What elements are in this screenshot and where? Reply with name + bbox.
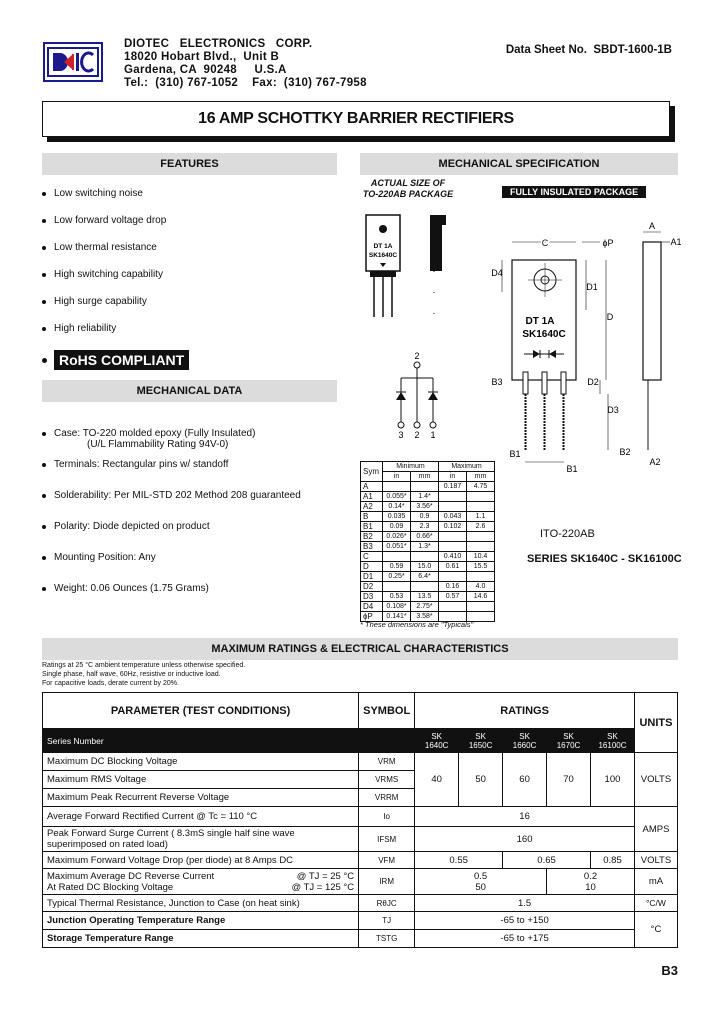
rohs-badge: RoHS COMPLIANT (54, 350, 189, 370)
company-address-1: 18020 Hobart Blvd., Unit B (124, 51, 280, 63)
company-address-2: Gardena, CA 90248 U.S.A (124, 64, 287, 76)
dim-value-cell (439, 531, 467, 541)
rating-value: 70 (547, 753, 591, 807)
series-number-label: Series Number (43, 729, 359, 753)
table-row (361, 491, 495, 501)
unit-cell: °C/W (634, 895, 677, 912)
col-header-parameter: PARAMETER (TEST CONDITIONS) (43, 693, 359, 729)
symbol-cell: VRM (359, 753, 415, 771)
symbol-cell: Io (359, 807, 415, 827)
dim-value-cell: 0.53 (383, 591, 411, 601)
dim-value-cell: 0.108* (383, 601, 411, 611)
table-row (361, 601, 495, 611)
mech-item-text: Terminals: Rectangular pins w/ standoff (54, 459, 229, 470)
bullet-icon (42, 494, 46, 498)
dim-value-cell: 15.5 (467, 561, 495, 571)
list-item (42, 315, 332, 342)
dim-header-mm: mm (467, 471, 495, 481)
table-row (361, 481, 495, 491)
symbol-cell: VRMS (359, 771, 415, 789)
page-label: B3 (661, 963, 678, 978)
dim-value-cell (411, 481, 439, 491)
schematic-diagram (388, 350, 448, 440)
rating-value: -65 to +175 (415, 930, 635, 948)
dim-value-cell (411, 581, 439, 591)
dim-value-cell (467, 531, 495, 541)
dim-value-cell: 0.66* (411, 531, 439, 541)
unit-cell: mA (634, 869, 677, 895)
param-label: Junction Operating Temperature Range (43, 912, 359, 930)
rating-value (415, 869, 547, 895)
table-row (361, 551, 495, 561)
rating-value: 50 (459, 753, 503, 807)
diotec-logo-graphic (45, 44, 101, 80)
dim-value-cell (467, 541, 495, 551)
big-pkg-text-1: DT 1A (525, 316, 555, 327)
dim-value-cell: 13.5 (411, 591, 439, 601)
param-label (43, 869, 359, 895)
series-number: 1670C (556, 740, 581, 750)
table-row (43, 827, 678, 852)
pin-label-3: 3 (398, 430, 404, 440)
dim-value-cell: 2.3 (411, 521, 439, 531)
company-info (124, 38, 367, 90)
dim-label-c: C (541, 238, 549, 248)
bullet-icon (42, 432, 46, 436)
table-row (43, 930, 678, 948)
dimension-table (360, 461, 495, 622)
dim-value-cell: 4.75 (467, 481, 495, 491)
dim-label-d2: D2 (587, 377, 599, 387)
list-item (42, 180, 332, 207)
series-cell (415, 729, 459, 753)
unit-cell: °C (634, 912, 677, 948)
rating-value: 60 (503, 753, 547, 807)
bullet-icon (42, 463, 46, 467)
dim-value-cell: 0.410 (439, 551, 467, 561)
actual-size-label (362, 178, 454, 200)
mechanical-data-heading (42, 380, 337, 402)
rating-value: 1.5 (415, 895, 635, 912)
mechanical-data-heading-text: MECHANICAL DATA (136, 385, 243, 397)
dimension-table-body (361, 481, 495, 621)
actual-size-line: TO-220AB PACKAGE (362, 189, 454, 199)
table-row (361, 501, 495, 511)
mech-item-line: Case: TO-220 molded epoxy (Fully Insulated) (54, 428, 256, 439)
dim-symbol-cell: B3 (361, 541, 383, 551)
series-prefix: SK (607, 731, 618, 741)
symbol-cell: RθJC (359, 895, 415, 912)
dim-value-cell (383, 481, 411, 491)
ratings-heading (42, 638, 678, 660)
table-row (361, 541, 495, 551)
col-header-units: UNITS (634, 693, 677, 753)
dim-symbol-cell: D (361, 561, 383, 571)
param-line (47, 882, 354, 893)
dim-value-cell: 4.0 (467, 581, 495, 591)
list-item (42, 207, 332, 234)
table-row (43, 693, 678, 729)
dim-label-p: ɸP (602, 238, 614, 248)
pin-label-2: 2 (414, 430, 420, 440)
dim-label-b3: B3 (491, 377, 503, 387)
bullet-icon (42, 556, 46, 560)
param-label: Storage Temperature Range (43, 930, 359, 948)
dim-label-d: D (606, 312, 614, 322)
param-label: Typical Thermal Resistance, Junction to Case (on heat sink) (43, 895, 359, 912)
param-line: superimposed on rated load) (47, 839, 168, 850)
symbol-cell: VRRM (359, 789, 415, 807)
dim-header-sym: Sym (361, 462, 383, 482)
feature-text: High surge capability (54, 296, 147, 307)
series-cell (547, 729, 591, 753)
table-row (43, 912, 678, 930)
dim-value-cell: 0.043 (439, 511, 467, 521)
rating-value: 160 (415, 827, 635, 852)
param-label (43, 827, 359, 852)
dim-value-cell (467, 571, 495, 581)
dim-header-in: in (439, 471, 467, 481)
table-row (361, 511, 495, 521)
rating-line: 0.5 (474, 870, 488, 882)
actual-size-line: ACTUAL SIZE OF (370, 178, 446, 188)
ratings-note-line: Ratings at 25 °C ambient temperature unless otherwise specified. (42, 662, 246, 669)
dim-label-b2: B2 (619, 447, 631, 457)
mech-item-text: Mounting Position: Any (54, 552, 156, 563)
param-label: Maximum Peak Recurrent Reverse Voltage (43, 789, 359, 807)
param-label: Maximum DC Blocking Voltage (43, 753, 359, 771)
dim-value-cell: 2.75* (411, 601, 439, 611)
dim-value-cell: 0.61 (439, 561, 467, 571)
small-pkg-text-1: DT 1A (373, 243, 393, 250)
param-text: At Rated DC Blocking Voltage (47, 881, 174, 893)
dim-header-in: in (383, 471, 411, 481)
dim-value-cell: 0.25* (383, 571, 411, 581)
small-pkg-text-2: SK1640C (368, 252, 398, 259)
param-condition: @ TJ = 125 °C (291, 881, 355, 893)
company-name: DIOTEC ELECTRONICS CORP. (124, 38, 313, 50)
dim-label-d1: D1 (586, 282, 598, 292)
dim-value-cell: 0.035 (383, 511, 411, 521)
dim-value-cell: 0.051* (383, 541, 411, 551)
dim-value-cell (439, 541, 467, 551)
rating-line: 10 (585, 881, 596, 893)
dim-label-b1: B1 (509, 449, 521, 459)
dim-value-cell (383, 551, 411, 561)
param-label: Average Forward Rectified Current @ Tc = 110 °C (43, 807, 359, 827)
param-line: Peak Forward Surge Current ( 8.3mS single half sine wave (47, 828, 295, 839)
pin-label-top: 2 (414, 351, 420, 361)
table-row (361, 521, 495, 531)
bullet-icon (42, 358, 47, 363)
series-prefix: SK (563, 731, 574, 741)
dim-value-cell: 14.6 (467, 591, 495, 601)
list-item (42, 234, 332, 261)
rating-value: 40 (415, 753, 459, 807)
table-row (361, 571, 495, 581)
series-number: 1640C (424, 740, 449, 750)
table-row (43, 895, 678, 912)
company-logo (43, 42, 103, 82)
dim-symbol-cell: C (361, 551, 383, 561)
param-label: Maximum Forward Voltage Drop (per diode) at 8 Amps DC (43, 852, 359, 869)
dim-label-b1b: B1 (566, 464, 578, 474)
insulated-badge: FULLY INSULATED PACKAGE (502, 186, 646, 198)
list-item (42, 552, 342, 583)
features-list (42, 180, 332, 342)
unit-cell: AMPS (634, 807, 677, 852)
ratings-table (42, 692, 678, 948)
bullet-icon (42, 246, 46, 250)
package-dimension-drawing (488, 212, 688, 477)
symbol-cell: IRM (359, 869, 415, 895)
mech-item-line: (U/L Flammability Rating 94V-0) (87, 439, 229, 450)
dim-symbol-cell: D1 (361, 571, 383, 581)
package-name: ITO-220AB (540, 528, 595, 540)
dim-value-cell (439, 571, 467, 581)
symbol-cell: VFM (359, 852, 415, 869)
rohs-row (42, 350, 189, 370)
table-row (43, 729, 678, 753)
table-row (43, 852, 678, 869)
dim-symbol-cell: B (361, 511, 383, 521)
dim-value-cell: 0.9 (411, 511, 439, 521)
param-text: Maximum Average DC Reverse Current (47, 870, 215, 882)
dim-value-cell (439, 491, 467, 501)
feature-text: Low forward voltage drop (54, 215, 167, 226)
series-number: 1650C (468, 740, 493, 750)
rating-line: 50 (475, 881, 486, 893)
rating-value: 0.85 (591, 852, 635, 869)
series-range: SERIES SK1640C - SK16100C (527, 553, 682, 565)
list-item (42, 490, 342, 521)
dim-value-cell: 1.4* (411, 491, 439, 501)
table-row (43, 869, 678, 895)
bullet-icon (42, 300, 46, 304)
table-row (361, 531, 495, 541)
dim-symbol-cell: ɸP (361, 611, 383, 621)
ratings-note-line: Single phase, half wave, 60Hz, resistive or inductive load. (42, 671, 221, 678)
series-prefix: SK (519, 731, 530, 741)
symbol-cell: TJ (359, 912, 415, 930)
dim-value-cell: 10.4 (467, 551, 495, 561)
list-item (42, 459, 342, 490)
dim-label-d3: D3 (607, 405, 619, 415)
series-cell (591, 729, 635, 753)
dim-header-mm: mm (411, 471, 439, 481)
mech-item-text (54, 428, 255, 450)
list-item (42, 261, 332, 288)
dim-symbol-cell: A1 (361, 491, 383, 501)
mechanical-data-list (42, 428, 342, 614)
dim-value-cell: 15.0 (411, 561, 439, 571)
dim-symbol-cell: D4 (361, 601, 383, 611)
datasheet-number: Data Sheet No. SBDT-1600-1B (505, 44, 672, 56)
col-header-ratings: RATINGS (415, 693, 635, 729)
dim-value-cell: 0.16 (439, 581, 467, 591)
dim-symbol-cell: A2 (361, 501, 383, 511)
table-row (361, 591, 495, 601)
dim-value-cell (467, 491, 495, 501)
dim-value-cell: 1.3* (411, 541, 439, 551)
series-prefix: SK (431, 731, 442, 741)
actual-size-package-drawing (360, 205, 460, 335)
series-symbol-cell (359, 729, 415, 753)
list-item (42, 288, 332, 315)
features-heading-text: FEATURES (160, 158, 219, 170)
table-row (361, 561, 495, 571)
bullet-icon (42, 219, 46, 223)
symbol-cell: TSTG (359, 930, 415, 948)
dim-symbol-cell: B2 (361, 531, 383, 541)
dim-value-cell: 3.56* (411, 501, 439, 511)
col-header-symbol: SYMBOL (359, 693, 415, 729)
ratings-heading-text: MAXIMUM RATINGS & ELECTRICAL CHARACTERISTICS (211, 643, 509, 655)
mech-item-text: Weight: 0.06 Ounces (1.75 Grams) (54, 583, 209, 594)
bullet-icon (42, 192, 46, 196)
feature-text: Low switching noise (54, 188, 143, 199)
dim-value-cell (383, 581, 411, 591)
list-item (42, 583, 342, 614)
dim-value-cell: 0.141* (383, 611, 411, 621)
dim-header-min: Minimum (383, 462, 439, 472)
bullet-icon (42, 327, 46, 331)
dim-label-a2: A2 (649, 457, 661, 467)
dim-value-cell: 0.59 (383, 561, 411, 571)
symbol-cell: IFSM (359, 827, 415, 852)
feature-text: High switching capability (54, 269, 163, 280)
dim-label-d4: D4 (491, 268, 503, 278)
dim-value-cell: 1.1 (467, 511, 495, 521)
param-label: Maximum RMS Voltage (43, 771, 359, 789)
rating-value: 0.55 (415, 852, 503, 869)
ratings-note-line: For capacitive loads, derate current by 20%. (42, 680, 179, 687)
list-item (42, 428, 342, 459)
param-line (47, 871, 354, 882)
dim-symbol-cell: B1 (361, 521, 383, 531)
dim-header-max: Maximum (439, 462, 495, 472)
big-pkg-text-2: SK1640C (522, 329, 566, 340)
dim-value-cell (439, 601, 467, 611)
unit-cell: VOLTS (634, 753, 677, 807)
title-box (42, 101, 670, 137)
bullet-icon (42, 587, 46, 591)
bullet-icon (42, 273, 46, 277)
rating-line: 0.2 (583, 870, 598, 882)
mech-item-text: Solderability: Per MIL-STD 202 Method 208 guaranteed (54, 490, 301, 501)
unit-cell: VOLTS (634, 852, 677, 869)
series-prefix: SK (475, 731, 486, 741)
dim-value-cell: 0.055* (383, 491, 411, 501)
company-phone: Tel.: (310) 767-1052 Fax: (310) 767-7958 (124, 77, 367, 89)
mech-item-text: Polarity: Diode depicted on product (54, 521, 210, 532)
dim-value-cell: 0.102 (439, 521, 467, 531)
dim-symbol-cell: D2 (361, 581, 383, 591)
mechanical-spec-heading (360, 153, 678, 175)
dim-value-cell: 2.6 (467, 521, 495, 531)
ratings-notes (42, 661, 245, 688)
series-number: 16100C (598, 740, 627, 750)
rating-value: 16 (415, 807, 635, 827)
rating-value: 0.65 (503, 852, 591, 869)
mechanical-spec-heading-text: MECHANICAL SPECIFICATION (438, 158, 600, 170)
dim-value-cell: 0.14* (383, 501, 411, 511)
rating-value (547, 869, 635, 895)
dim-value-cell: 6.4* (411, 571, 439, 581)
rating-value: 100 (591, 753, 635, 807)
series-cell (503, 729, 547, 753)
series-number: 1660C (512, 740, 537, 750)
dim-value-cell (467, 601, 495, 611)
dim-value-cell (411, 551, 439, 561)
features-heading (42, 153, 337, 175)
series-cell (459, 729, 503, 753)
dim-value-cell: 0.187 (439, 481, 467, 491)
feature-text: Low thermal resistance (54, 242, 157, 253)
dim-value-cell (439, 501, 467, 511)
table-row (43, 807, 678, 827)
dim-symbol-cell: D3 (361, 591, 383, 601)
dim-label-a1: A1 (670, 237, 682, 247)
feature-text: High reliability (54, 323, 117, 334)
dimension-note: * These dimensions are "Typicals" (360, 620, 474, 629)
table-row (43, 753, 678, 771)
param-condition: @ TJ = 25 °C (296, 870, 355, 882)
dim-value-cell: 0.09 (383, 521, 411, 531)
dim-label-a: A (648, 221, 656, 231)
page-title: 16 AMP SCHOTTKY BARRIER RECTIFIERS (198, 110, 514, 127)
list-item (42, 521, 342, 552)
dim-value-cell: 3.58* (411, 611, 439, 621)
dim-value-cell: 0.57 (439, 591, 467, 601)
dim-value-cell (467, 501, 495, 511)
bullet-icon (42, 525, 46, 529)
pin-label-1: 1 (430, 430, 436, 440)
table-row (361, 581, 495, 591)
rating-value: -65 to +150 (415, 912, 635, 930)
dim-value-cell: 0.026* (383, 531, 411, 541)
dim-symbol-cell: A (361, 481, 383, 491)
